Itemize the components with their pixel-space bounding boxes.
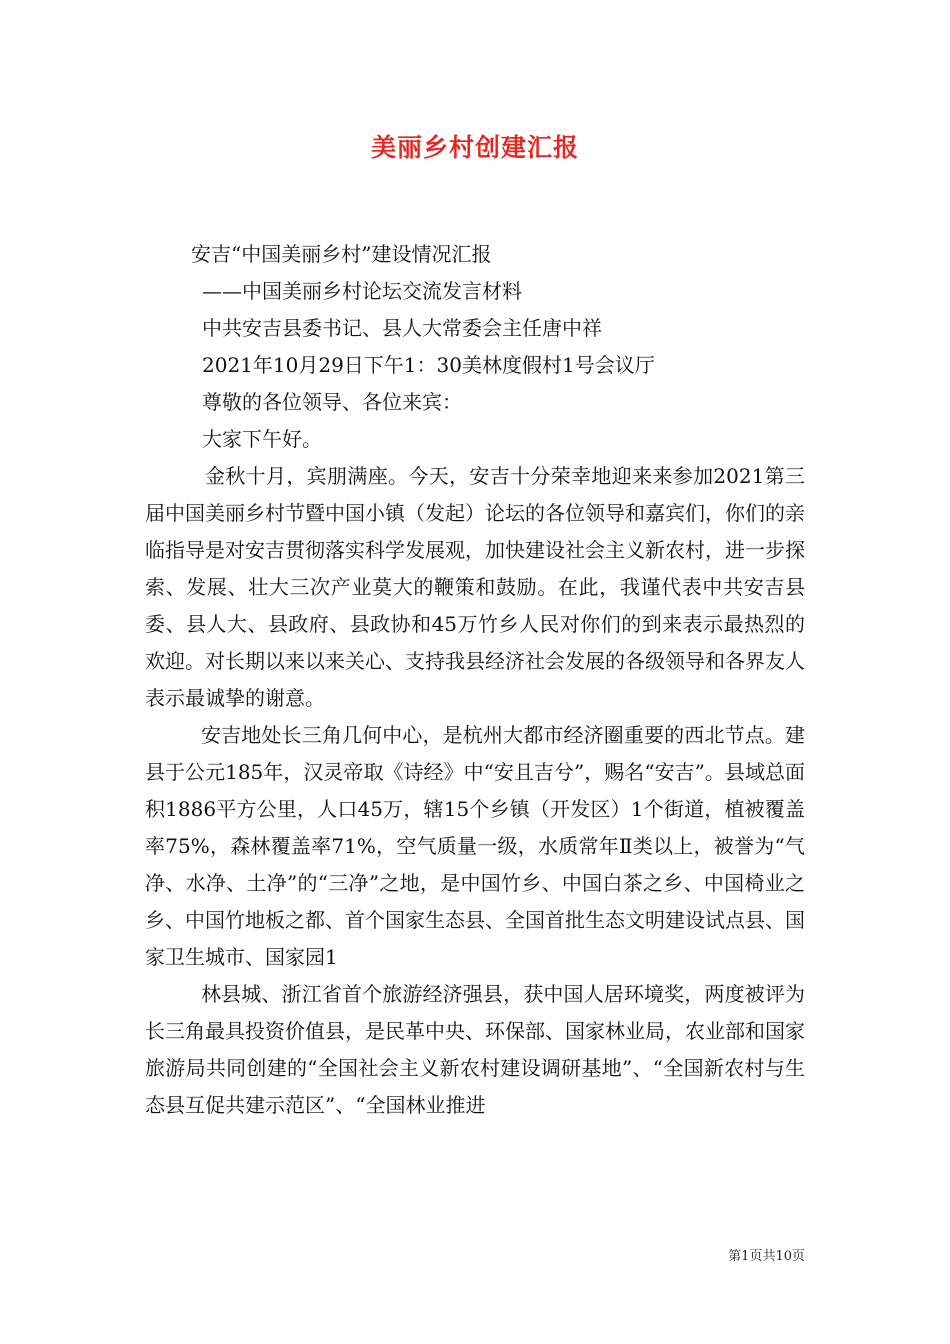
page-number: 第1页共10页 bbox=[728, 1249, 805, 1264]
greeting: 大家下午好。 bbox=[202, 427, 322, 451]
document-body bbox=[145, 236, 805, 1124]
document-title: 美丽乡村创建汇报 bbox=[370, 133, 579, 162]
report-author: 中共安吉县委书记、县人大常委会主任唐中祥 bbox=[202, 316, 602, 340]
paragraph-honors: 林县城、浙江省首个旅游经济强县，获中国人居环境奖，两度被评为长三角最具投资价值县，是民革中央、环保部、国家林业局，农业部和国家旅游局共同创建的“全国社会主义新农村建设调研基地”、“全国新农村与生态县互促共建示范区”、“全国林业推进 bbox=[145, 982, 805, 1117]
report-heading: 安吉“中国美丽乡村”建设情况汇报 bbox=[191, 242, 492, 266]
salutation: 尊敬的各位领导、各位来宾： bbox=[202, 390, 462, 414]
report-subtitle: ——中国美丽乡村论坛交流发言材料 bbox=[202, 279, 522, 303]
paragraph-welcome: 金秋十月，宾朋满座。今天，安吉十分荣幸地迎来来参加2021第三届中国美丽乡村节暨中国小镇（发起）论坛的各位领导和嘉宾们，你们的亲临指导是对安吉贯彻落实科学发展观，加快建设社会主义新农村，进一步探索、发展、壮大三次产业莫大的鞭策和鼓励。在此，我谨代表中共安吉县委、县人大、县政府、县政协和45万竹乡人民对你们的到来表示最热烈的欢迎。对长期以来以来关心、支持我县经济社会发展的各级领导和各界友人表示最诚挚的谢意。 bbox=[145, 464, 805, 710]
report-date-location: 2021年10月29日下午1：30美林度假村1号会议厅 bbox=[202, 353, 655, 377]
paragraph-anji-overview: 安吉地处长三角几何中心，是杭州大都市经济圈重要的西北节点。建县于公元185年，汉灵帝取《诗经》中“安且吉兮”，赐名“安吉”。县域总面积1886平方公里，人口45万，辖15个乡镇（开发区）1个街道，植被覆盖率75%，森林覆盖率71%，空气质量一级，水质常年Ⅱ类以上，被誉为“气净、水净、土净”的“三净”之地，是中国竹乡、中国白茶之乡、中国椅业之乡、中国竹地板之都、首个国家生态县、全国首批生态文明建设试点县、国家卫生城市、国家园1 bbox=[145, 723, 805, 969]
